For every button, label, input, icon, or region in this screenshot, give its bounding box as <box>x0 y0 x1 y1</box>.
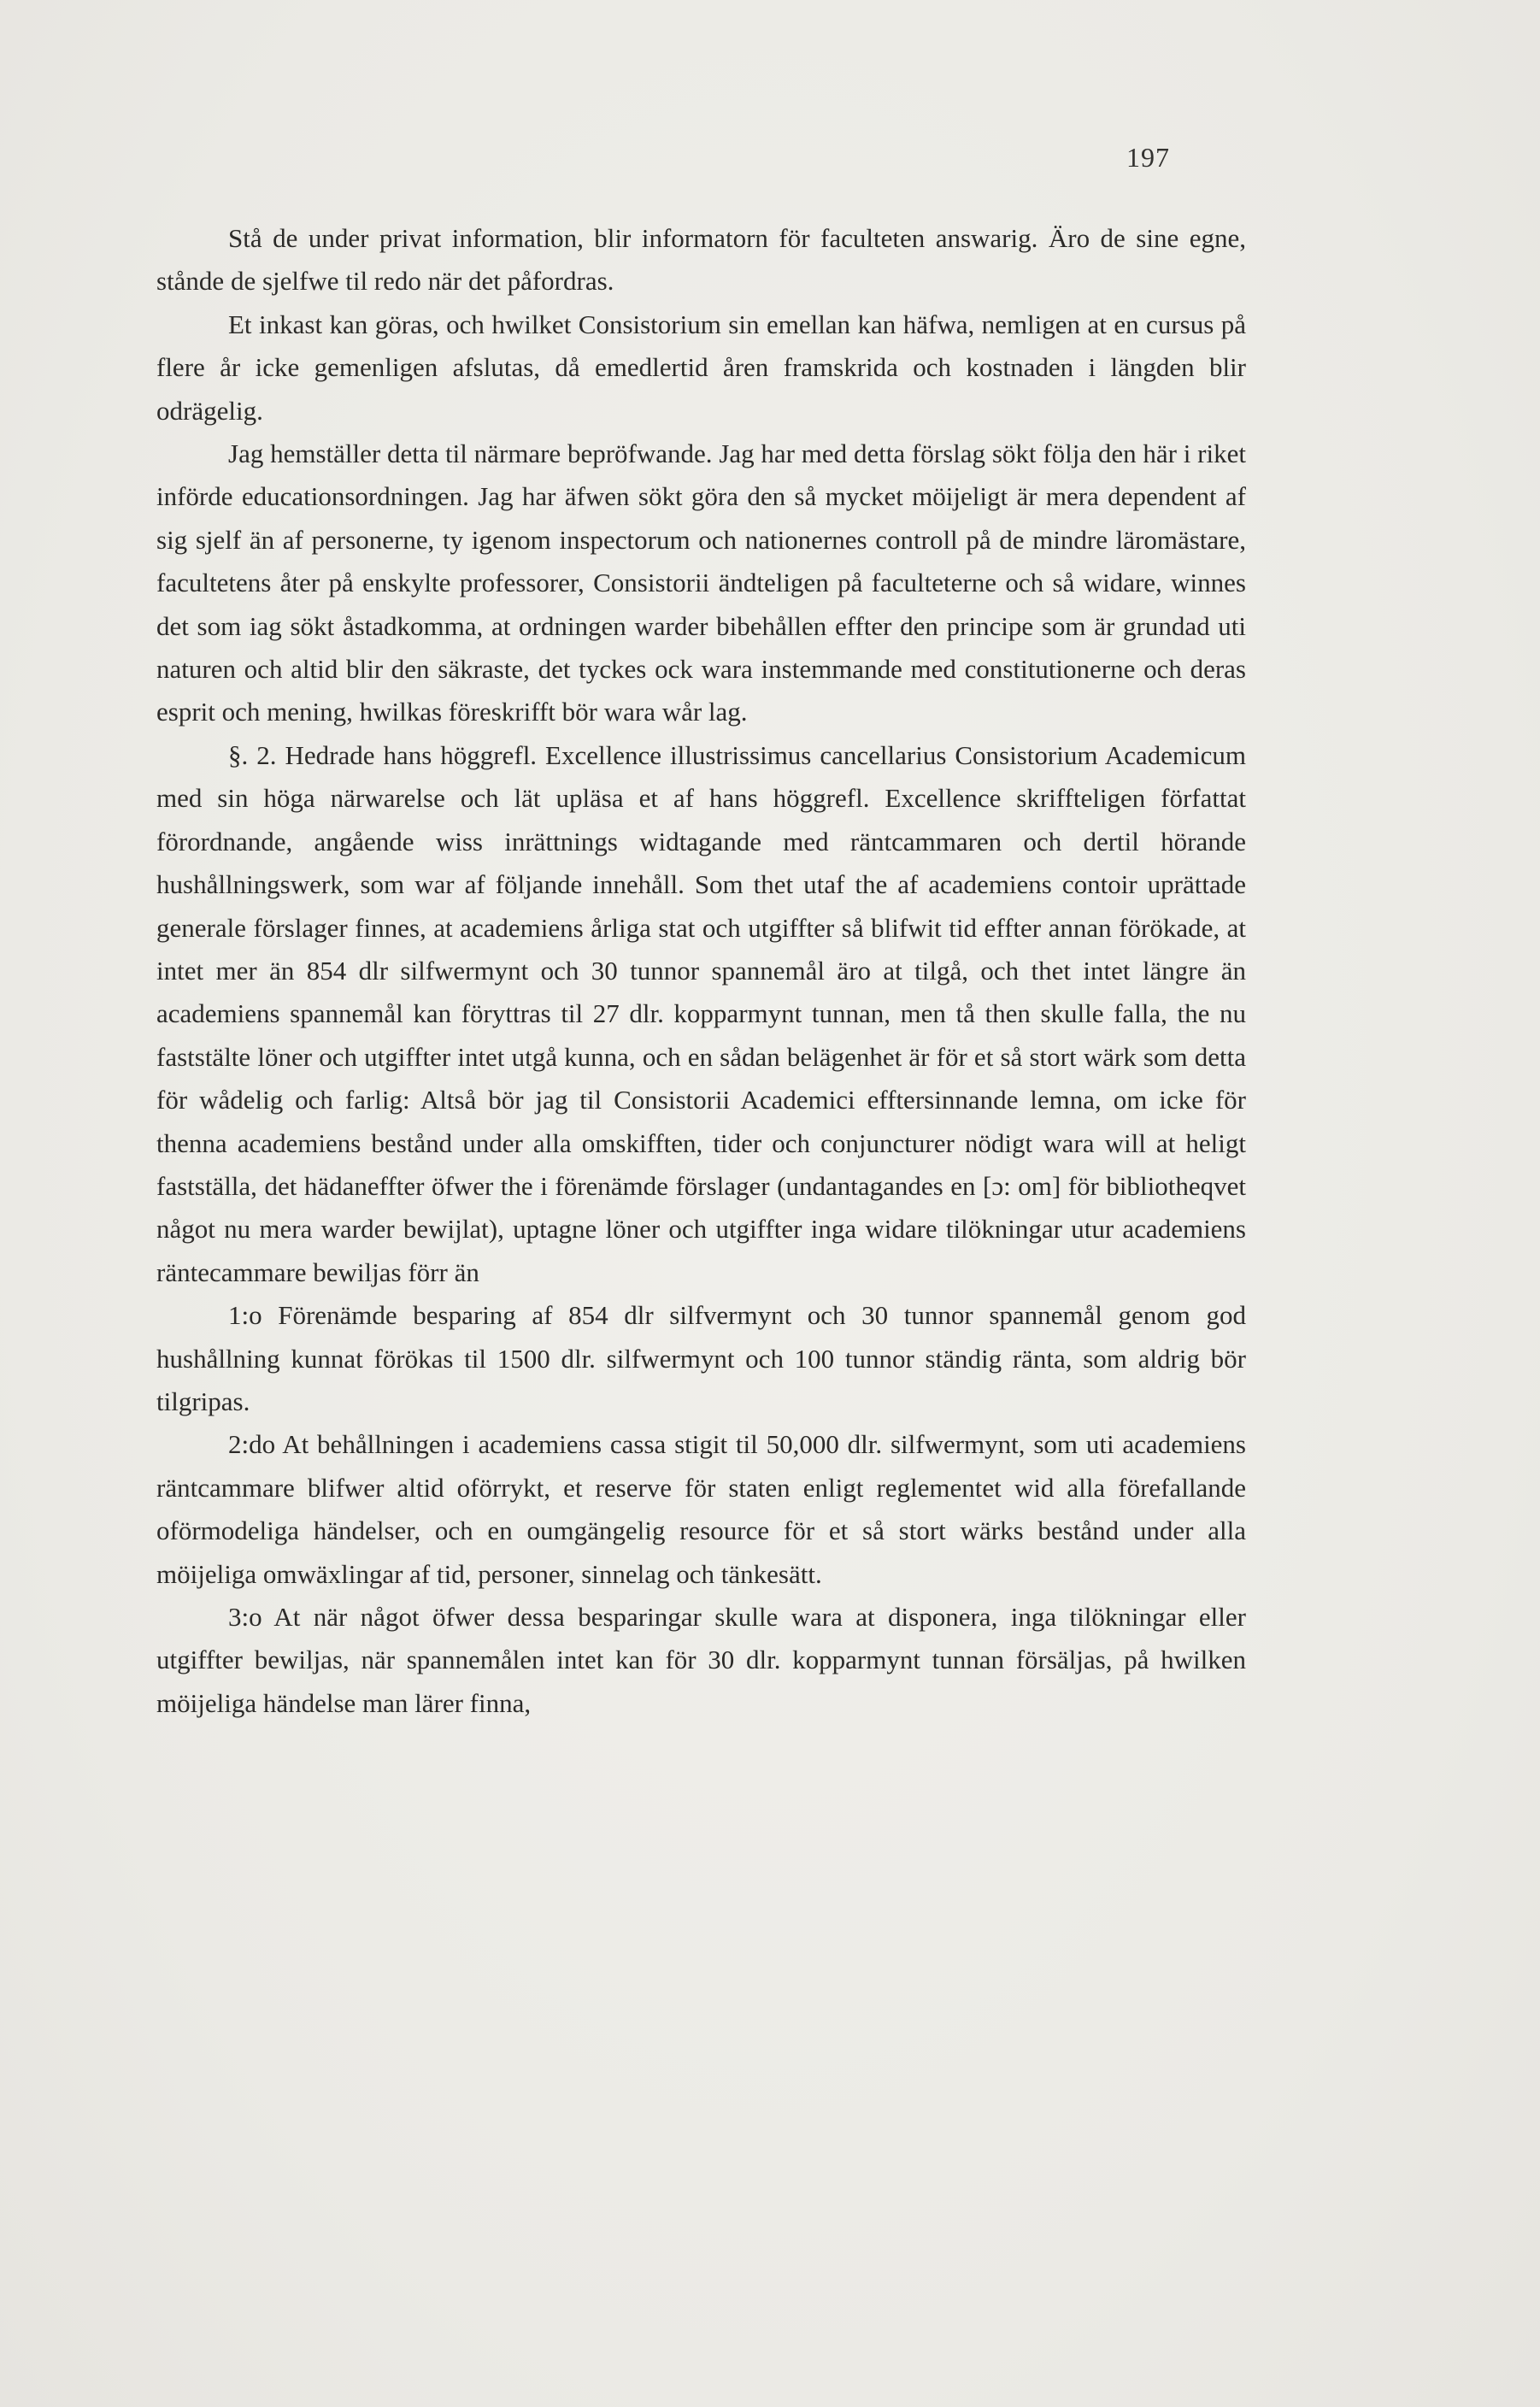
paragraph-6: 2:do At behållningen i academiens cassa stigit til 50,000 dlr. silfwermynt, som uti academiens räntcammare blifwer altid oförrykt, et reserve för staten enligt reglementet wid alla förefallande oförmodeliga händelser, och en oumgängelig resource för et så stort wärks bestånd under alla möijeliga omwäxlingar af tid, personer, sinnelag och tänkesätt. <box>156 1429 1246 1589</box>
paragraph-7: 3:o At när något öfwer dessa besparingar skulle wara at disponera, inga tilökningar eller utgiffter bewiljas, när spannemålen intet kan för 30 dlr. kopparmynt tunnan försäljas, på hwilken möijeliga händelse man lärer finna, <box>156 1602 1246 1718</box>
page-number: 197 <box>1126 142 1170 173</box>
paragraph-1: Stå de under privat information, blir informatorn för faculteten answarig. Äro de sine egne, stånde de sjelfwe til redo när det påfordras. <box>156 223 1246 297</box>
body-text <box>156 217 1246 1725</box>
paragraph-5: 1:o Förenämde besparing af 854 dlr silfvermynt och 30 tunnor spannemål genom god hushållning kunnat förökas til 1500 dlr. silfwermynt och 100 tunnor ständig ränta, som aldrig bör tilgripas. <box>156 1300 1246 1416</box>
paragraph-2: Et inkast kan göras, och hwilket Consistorium sin emellan kan häfwa, nemligen at en cursus på flere år icke gemenligen afslutas, då emedlertid åren framskrida och kostnaden i längden blir odrägelig. <box>156 309 1246 426</box>
paragraph-4: §. 2. Hedrade hans höggrefl. Excellence illustrissimus cancellarius Consistorium Academicum med sin höga närwarelse och lät upläsa et af hans höggrefl. Excellence skriffteligen författat förordnande, angående wiss inrättnings widtagande med räntcammaren och dertil hörande hushållningswerk, som war af följande innehåll. Som thet utaf the af academiens contoir uprättade generale förslager finnes, at academiens årliga stat och utgiffter så blifwit tid effter annan förökade, at intet mer än 854 dlr silfwermynt och 30 tunnor spannemål äro at tilgå, och thet intet längre än academiens spannemål kan föryttras til 27 dlr. kopparmynt tunnan, men tå then skulle falla, the nu faststälte löner och utgiffter intet utgå kunna, och en sådan belägenhet är för et så stort wärk som detta för wådelig och farlig: Altså bör jag til Consistorii Academici efftersinnande lemna, om icke för thenna academiens bestånd under alla omskifften, tider och conjuncturer nödigt wara will at heligt fastställa, det hädaneffter öfwer the i förenämde förslager (undantagandes en [ɔ: om] för bibliotheqvet något nu mera warder bewijlat), uptagne löner och utgiffter inga widare tilökningar utur academiens räntecammare bewiljas förr än <box>156 739 1246 1287</box>
paragraph-3: Jag hemställer detta til närmare bepröfwande. Jag har med detta förslag sökt följa den här i riket införde educationsordningen. Jag har äfwen sökt göra den så mycket möijeligt är mera dependent af sig sjelf än af personerne, ty igenom inspectorum och nationernes controll på de mindre läromästare, facultetens åter på enskylte professorer, Consistorii ändteligen på faculteterne och så widare, winnes det som iag sökt åstadkomma, at ordningen warder bibehållen effter den principe som är grundad uti naturen och altid blir den säkraste, det tyckes ock wara instemmande med constitutionerne och deras esprit och mening, hwilkas föreskrifft bör wara wår lag. <box>156 438 1246 727</box>
